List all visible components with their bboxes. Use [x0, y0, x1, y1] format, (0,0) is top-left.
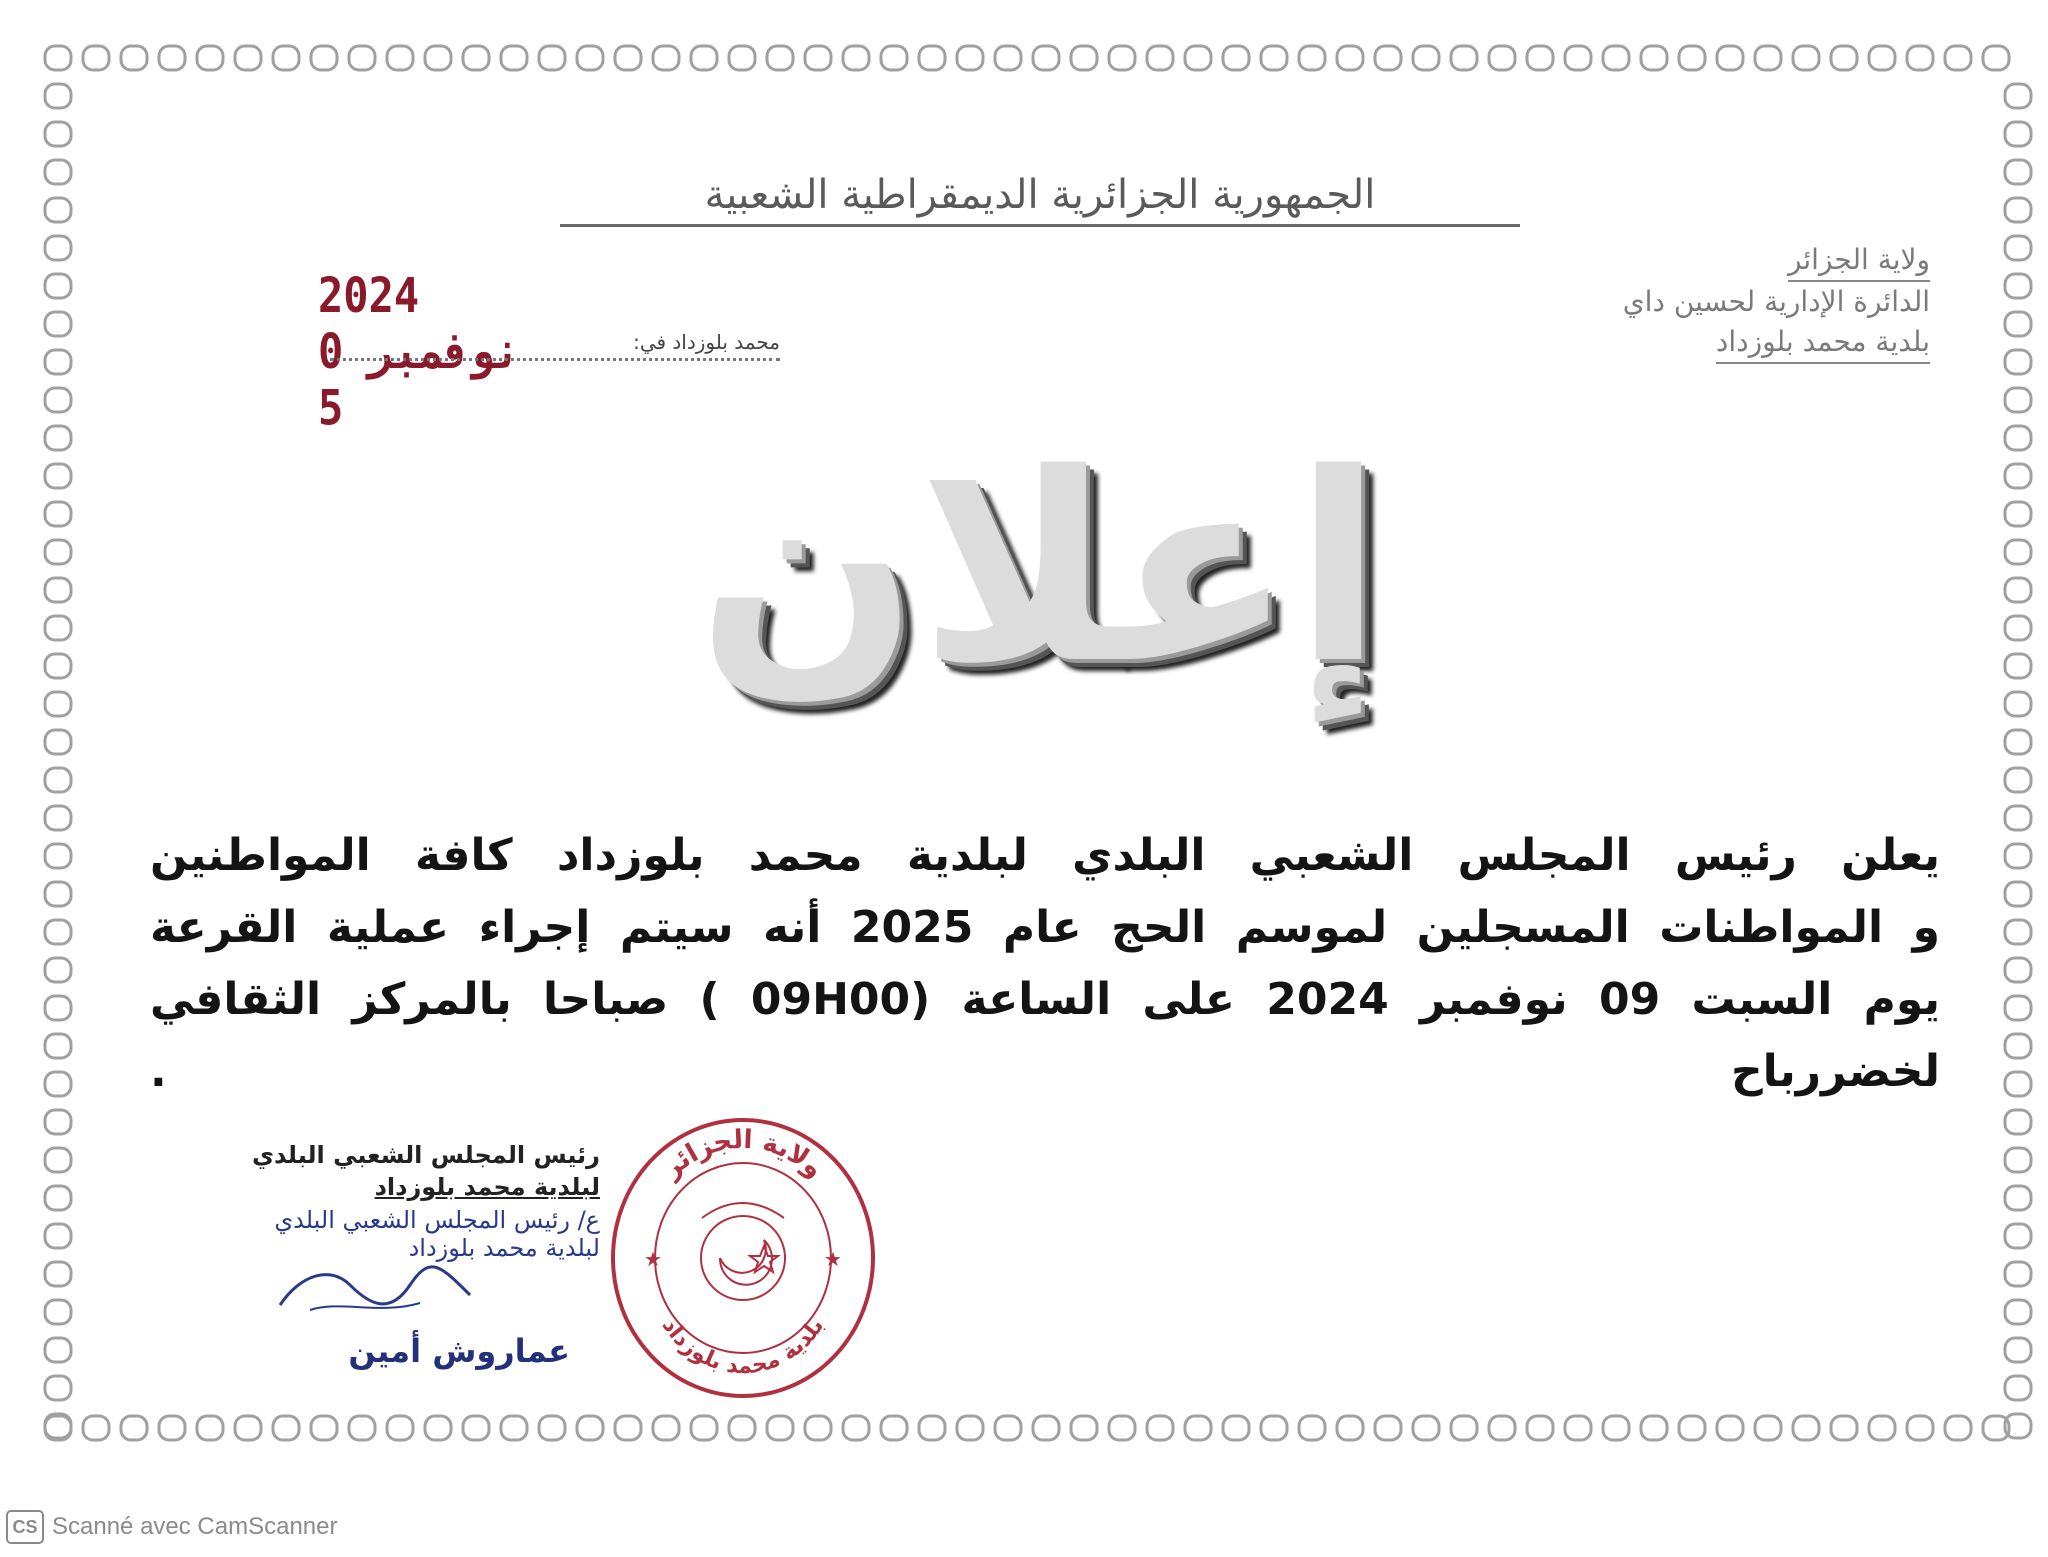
place-date-label: محمد بلوزداد في: — [330, 330, 780, 361]
border-ring — [273, 1416, 299, 1440]
border-ring — [2005, 1376, 2031, 1400]
border-ring — [45, 464, 71, 488]
border-ring — [539, 1416, 565, 1440]
border-ring — [919, 46, 945, 70]
border-ring — [1147, 46, 1173, 70]
border-ring — [1527, 46, 1553, 70]
border-ring — [2005, 1300, 2031, 1324]
border-ring — [45, 160, 71, 184]
border-ring — [45, 1414, 71, 1438]
border-ring — [1147, 1416, 1173, 1440]
border-ring — [1565, 46, 1591, 70]
border-ring — [45, 768, 71, 792]
border-ring — [2005, 616, 2031, 640]
border-ring — [273, 46, 299, 70]
border-ring — [2005, 1034, 2031, 1058]
seal-top-text: ولاية الجزائر — [656, 1124, 830, 1185]
border-ring — [2005, 198, 2031, 222]
border-ring — [1641, 1416, 1667, 1440]
border-ring — [1451, 46, 1477, 70]
border-ring — [2005, 1186, 2031, 1210]
administration-block — [1615, 240, 1930, 364]
border-ring — [2005, 1262, 2031, 1286]
border-ring — [2005, 996, 2031, 1020]
border-ring — [2005, 1224, 2031, 1248]
border-ring — [653, 46, 679, 70]
border-ring — [2005, 920, 2031, 944]
border-ring — [2005, 958, 2031, 982]
seal-emblem-icon — [701, 1203, 785, 1300]
border-ring — [45, 1224, 71, 1248]
border-ring — [159, 1416, 185, 1440]
signatory-name: عماروش أمين — [348, 1332, 570, 1370]
border-ring — [1679, 46, 1705, 70]
border-ring — [1223, 1416, 1249, 1440]
border-ring — [881, 46, 907, 70]
border-ring — [1299, 1416, 1325, 1440]
border-ring — [501, 1416, 527, 1440]
border-ring — [2005, 654, 2031, 678]
border-ring — [235, 46, 261, 70]
border-ring — [1337, 46, 1363, 70]
border-ring — [1565, 1416, 1591, 1440]
border-ring — [425, 1416, 451, 1440]
border-ring — [1033, 1416, 1059, 1440]
border-ring — [45, 274, 71, 298]
border-ring — [45, 920, 71, 944]
border-ring — [45, 426, 71, 450]
daira-line: الدائرة الإدارية لحسين داي — [1622, 285, 1930, 318]
border-ring — [577, 46, 603, 70]
border-ring — [2005, 84, 2031, 108]
border-ring — [121, 46, 147, 70]
proxy-stamp-line1: ع/ رئيس المجلس الشعبي البلدي — [274, 1206, 600, 1234]
border-ring — [843, 46, 869, 70]
border-ring — [1185, 46, 1211, 70]
border-ring — [501, 46, 527, 70]
border-ring — [311, 1416, 337, 1440]
border-ring — [1109, 46, 1135, 70]
border-ring — [2005, 692, 2031, 716]
border-ring — [1717, 46, 1743, 70]
border-ring — [729, 46, 755, 70]
border-ring — [1945, 1416, 1971, 1440]
border-ring — [349, 1416, 375, 1440]
border-ring — [805, 1416, 831, 1440]
border-ring — [83, 46, 109, 70]
border-ring — [45, 198, 71, 222]
border-ring — [45, 1338, 71, 1362]
border-ring — [1717, 1416, 1743, 1440]
announcement-title: إعلان — [696, 419, 1384, 721]
border-ring — [919, 1416, 945, 1440]
body-line: يعلن رئيس المجلس الشعبي البلدي لبلدية محمد بلوزداد كافة المواطنين — [150, 830, 1940, 881]
official-seal — [602, 1108, 884, 1408]
scanner-watermark — [6, 1510, 338, 1544]
border-ring — [2005, 502, 2031, 526]
border-ring — [1413, 46, 1439, 70]
border-ring — [2005, 236, 2031, 260]
border-ring — [1755, 46, 1781, 70]
border-ring — [2005, 844, 2031, 868]
border-ring — [425, 46, 451, 70]
border-ring — [1793, 46, 1819, 70]
border-ring — [1489, 46, 1515, 70]
scanner-text: Scanné avec CamScanner — [52, 1513, 338, 1540]
border-ring — [45, 1072, 71, 1096]
border-ring — [995, 46, 1021, 70]
date-stamp: 2024 نوفمبر 0 5 — [318, 266, 521, 437]
border-ring — [45, 1300, 71, 1324]
border-ring — [691, 46, 717, 70]
border-ring — [45, 1186, 71, 1210]
border-ring — [2005, 730, 2031, 754]
republic-header: الجمهورية الجزائرية الديمقراطية الشعبية — [560, 172, 1520, 227]
border-ring — [843, 1416, 869, 1440]
border-ring — [121, 1416, 147, 1440]
border-ring — [1983, 46, 2009, 70]
border-ring — [45, 844, 71, 868]
border-ring — [45, 654, 71, 678]
border-ring — [2005, 122, 2031, 146]
border-ring — [463, 46, 489, 70]
border-ring — [45, 1148, 71, 1172]
border-ring — [1603, 1416, 1629, 1440]
border-ring — [2005, 540, 2031, 564]
border-ring — [2005, 1148, 2031, 1172]
border-ring — [197, 46, 223, 70]
border-ring — [349, 46, 375, 70]
border-ring — [1793, 1416, 1819, 1440]
border-ring — [45, 958, 71, 982]
border-ring — [45, 616, 71, 640]
border-ring — [1869, 1416, 1895, 1440]
border-ring — [1945, 46, 1971, 70]
border-ring — [45, 350, 71, 374]
border-ring — [1261, 46, 1287, 70]
wilaya-line: ولاية الجزائر — [1788, 240, 1930, 282]
border-ring — [1375, 1416, 1401, 1440]
border-ring — [1451, 1416, 1477, 1440]
border-ring — [1413, 1416, 1439, 1440]
border-ring — [1831, 46, 1857, 70]
border-ring — [387, 46, 413, 70]
border-ring — [2005, 312, 2031, 336]
border-ring — [995, 1416, 1021, 1440]
signature-block — [180, 1138, 600, 1370]
border-ring — [159, 46, 185, 70]
border-ring — [45, 730, 71, 754]
border-ring — [197, 1416, 223, 1440]
border-ring — [45, 540, 71, 564]
border-ring — [2005, 806, 2031, 830]
border-ring — [615, 1416, 641, 1440]
border-ring — [957, 1416, 983, 1440]
border-ring — [1071, 1416, 1097, 1440]
border-ring — [463, 1416, 489, 1440]
border-ring — [1679, 1416, 1705, 1440]
border-ring — [45, 1376, 71, 1400]
border-ring — [45, 236, 71, 260]
border-ring — [615, 46, 641, 70]
border-ring — [805, 46, 831, 70]
signatory-title: رئيس المجلس الشعبي البلدي — [252, 1141, 600, 1169]
border-ring — [1375, 46, 1401, 70]
border-ring — [1033, 46, 1059, 70]
border-ring — [45, 578, 71, 602]
svg-text:بلدية محمد بلوزداد — [657, 1314, 829, 1379]
border-ring — [1337, 1416, 1363, 1440]
border-ring — [45, 388, 71, 412]
border-ring — [45, 46, 71, 70]
border-ring — [2005, 1338, 2031, 1362]
border-ring — [2005, 882, 2031, 906]
border-ring — [387, 1416, 413, 1440]
border-ring — [539, 46, 565, 70]
proxy-stamp-line2: لبلدية محمد بلوزداد — [408, 1234, 600, 1262]
border-ring — [2005, 464, 2031, 488]
border-ring — [1907, 1416, 1933, 1440]
border-ring — [653, 1416, 679, 1440]
border-ring — [2005, 426, 2031, 450]
border-ring — [2005, 1110, 2031, 1134]
border-ring — [729, 1416, 755, 1440]
border-ring — [45, 1034, 71, 1058]
border-ring — [45, 1262, 71, 1286]
border-ring — [1223, 46, 1249, 70]
border-ring — [767, 1416, 793, 1440]
border-ring — [1299, 46, 1325, 70]
signatory-commune: لبلدية محمد بلوزداد — [374, 1173, 600, 1201]
border-ring — [45, 312, 71, 336]
border-ring — [2005, 768, 2031, 792]
seal-bottom-text: بلدية محمد بلوزداد — [656, 1314, 830, 1380]
border-ring — [1641, 46, 1667, 70]
border-ring — [45, 122, 71, 146]
border-ring — [1603, 46, 1629, 70]
border-ring — [1831, 1416, 1857, 1440]
border-ring — [2005, 160, 2031, 184]
border-ring — [45, 996, 71, 1020]
body-line: و المواطنات المسجلين لموسم الحج عام 2025 أنه سيتم إجراء عملية القرعة — [150, 902, 1940, 953]
border-ring — [2005, 388, 2031, 412]
border-ring — [45, 806, 71, 830]
border-ring — [957, 46, 983, 70]
border-ring — [577, 1416, 603, 1440]
camscanner-icon: CS — [6, 1510, 44, 1544]
border-ring — [1071, 46, 1097, 70]
border-ring — [2005, 1072, 2031, 1096]
border-ring — [1261, 1416, 1287, 1440]
border-ring — [881, 1416, 907, 1440]
border-ring — [45, 84, 71, 108]
seal-star-icon: ★ — [644, 1247, 662, 1271]
handwritten-signature — [270, 1255, 480, 1325]
announcement-body — [150, 820, 1940, 1108]
border-ring — [1907, 46, 1933, 70]
border-ring — [1527, 1416, 1553, 1440]
commune-line: بلدية محمد بلوزداد — [1716, 322, 1930, 364]
body-line: يوم السبت 09 نوفمبر 2024 على الساعة (09H00 ) صباحا بالمركز الثقافي لخضررباح . — [150, 974, 1940, 1097]
border-ring — [1489, 1416, 1515, 1440]
border-ring — [311, 46, 337, 70]
border-ring — [1869, 46, 1895, 70]
border-ring — [1109, 1416, 1135, 1440]
border-ring — [2005, 578, 2031, 602]
border-ring — [1185, 1416, 1211, 1440]
border-ring — [45, 692, 71, 716]
border-ring — [2005, 350, 2031, 374]
border-ring — [1755, 1416, 1781, 1440]
border-ring — [235, 1416, 261, 1440]
border-ring — [45, 1110, 71, 1134]
border-ring — [767, 46, 793, 70]
border-ring — [2005, 274, 2031, 298]
border-ring — [45, 882, 71, 906]
border-ring — [691, 1416, 717, 1440]
border-ring — [83, 1416, 109, 1440]
border-ring — [45, 502, 71, 526]
seal-star-icon: ★ — [824, 1247, 842, 1271]
